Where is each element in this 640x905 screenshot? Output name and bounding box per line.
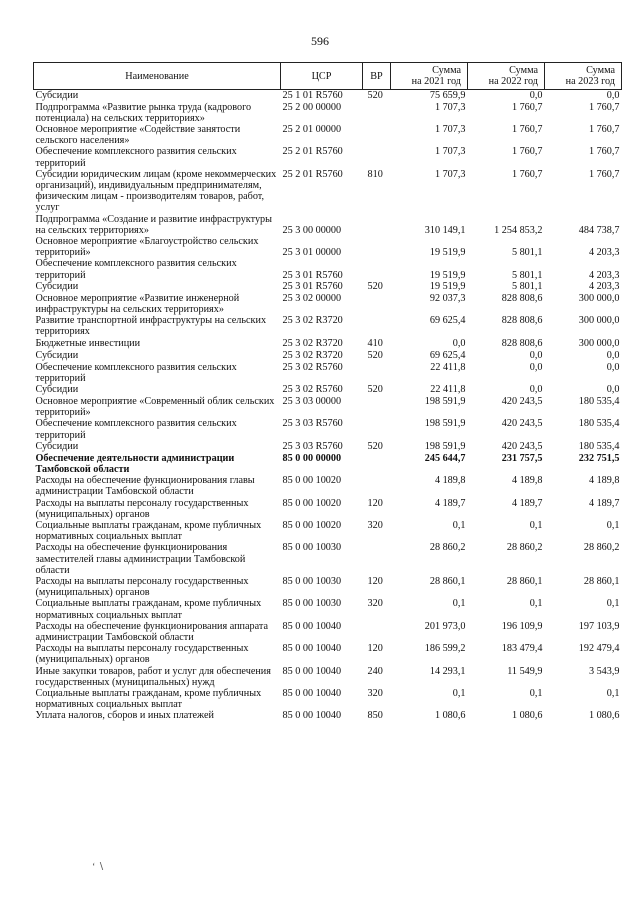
table-row: [34, 542, 622, 576]
row-sum-2022: 828 808,6: [501, 315, 543, 327]
row-csr: 25 2 00 00000: [282, 101, 342, 113]
table-row: [34, 281, 622, 293]
row-csr: 25 3 02 R3720: [282, 315, 343, 327]
table-row: [34, 315, 622, 337]
row-csr: 25 3 01 R5760: [282, 269, 343, 281]
row-sum-2021: 92 037,3: [429, 292, 466, 304]
row-name: Расходы на выплаты персоналу государственных (муниципальных) органов: [35, 576, 249, 599]
table-body: [34, 90, 622, 723]
row-sum-2023: 0,1: [606, 688, 620, 700]
row-csr: 25 3 01 R5760: [282, 280, 343, 292]
table-row: [34, 258, 622, 280]
row-vr: 520: [367, 440, 383, 452]
table-row: [34, 293, 622, 315]
row-csr: 85 0 00 00000: [282, 452, 342, 464]
row-vr: 320: [367, 688, 383, 700]
row-csr: 25 3 02 R5760: [282, 361, 343, 373]
table-row: [34, 643, 622, 665]
row-csr: 25 3 02 R5760: [282, 383, 343, 395]
table-row: [34, 441, 622, 453]
row-sum-2023: 0,0: [606, 383, 620, 395]
row-csr: 25 3 03 R5760: [282, 440, 343, 452]
row-sum-2021: 14 293,1: [429, 665, 466, 677]
row-sum-2021: 19 519,9: [429, 280, 466, 292]
row-vr: 520: [367, 90, 383, 101]
row-sum-2021: 28 860,2: [429, 542, 466, 554]
table-row: [34, 621, 622, 643]
row-sum-2022: 0,1: [529, 688, 543, 700]
header-csr: ЦСР: [281, 63, 363, 90]
row-name: Социальные выплаты гражданам, кроме публичных нормативных социальных выплат: [35, 520, 262, 543]
table-row: [34, 688, 622, 710]
row-sum-2023: 28 860,1: [583, 576, 620, 588]
row-csr: 25 1 01 R5760: [282, 90, 343, 101]
row-sum-2021: 198 591,9: [424, 395, 466, 407]
row-sum-2022: 5 801,1: [511, 247, 543, 259]
row-name: Основное мероприятие «Развитие инженерной инфраструктуры на сельских территориях»: [35, 292, 240, 315]
row-name: Расходы на выплаты персоналу государственных (муниципальных) органов: [35, 497, 249, 520]
row-vr: 120: [367, 497, 383, 509]
row-sum-2022: 11 549,9: [507, 665, 543, 677]
row-sum-2021: 19 519,9: [429, 269, 466, 281]
row-sum-2022: 0,0: [529, 361, 543, 373]
row-vr: [363, 418, 391, 440]
row-sum-2022: 4 189,7: [511, 497, 543, 509]
row-name: Расходы на обеспечение функционирования аппарата администрации Тамбовской области: [35, 620, 268, 644]
row-name: Обеспечение комплексного развития сельских территорий: [35, 361, 237, 384]
table-row: [34, 102, 622, 124]
page-number: 596: [311, 34, 329, 48]
row-sum-2022: 828 808,6: [501, 337, 543, 349]
row-name: Расходы на обеспечение функционирования главы администрации Тамбовской области: [35, 475, 255, 498]
row-vr: [363, 362, 391, 384]
row-name: Подпрограмма «Развитие рынка труда (кадрового потенциала) на сельских территориях»: [35, 101, 252, 124]
row-vr: 520: [367, 280, 383, 292]
row-sum-2021: 0,1: [452, 598, 466, 610]
row-vr: 120: [367, 643, 383, 655]
row-csr: 85 0 00 10040: [282, 665, 342, 677]
row-vr: [363, 124, 391, 146]
row-sum-2023: 4 203,3: [588, 269, 620, 281]
row-vr: 320: [367, 520, 383, 531]
row-sum-2021: 1 707,3: [434, 101, 466, 113]
row-name: Подпрограмма «Создание и развитие инфраструктуры на сельских территориях»: [35, 213, 272, 236]
table-header-row: [34, 63, 622, 90]
row-vr: 520: [367, 349, 383, 361]
row-csr: 85 0 00 10020: [282, 475, 342, 487]
table-row: [34, 576, 622, 598]
row-sum-2022: 196 109,9: [501, 620, 543, 632]
table-row: [34, 520, 622, 542]
row-name: Социальные выплаты гражданам, кроме публичных нормативных социальных выплат: [35, 598, 262, 621]
row-sum-2022: 0,0: [529, 383, 543, 395]
table-row: [34, 666, 622, 688]
row-sum-2021: 22 411,8: [430, 383, 466, 395]
row-sum-2023: 1 760,7: [588, 168, 620, 180]
table-row: [34, 236, 622, 258]
row-vr: 410: [367, 337, 383, 349]
row-vr: [363, 236, 391, 258]
row-sum-2021: 0,1: [452, 520, 466, 531]
row-sum-2022: 1 760,7: [511, 168, 543, 180]
row-sum-2023: 0,0: [606, 349, 620, 361]
row-vr: [363, 542, 391, 576]
row-sum-2023: 4 189,8: [588, 475, 620, 487]
row-sum-2023: 4 203,3: [588, 280, 620, 292]
row-sum-2021: 19 519,9: [429, 247, 466, 259]
row-vr: [363, 396, 391, 418]
row-sum-2022: 0,0: [529, 349, 543, 361]
table-row: [34, 214, 622, 236]
row-sum-2021: 0,0: [452, 337, 466, 349]
row-csr: 85 0 00 10020: [282, 520, 342, 531]
row-sum-2022: 0,0: [529, 90, 543, 101]
row-name: Обеспечение комплексного развития сельских территорий: [35, 146, 237, 169]
row-sum-2021: 28 860,1: [429, 576, 466, 588]
row-sum-2022: 1 080,6: [511, 710, 543, 722]
row-vr: [363, 102, 391, 124]
table-row: [34, 146, 622, 168]
row-name: Основное мероприятие «Содействие занятости сельского населения»: [35, 123, 241, 147]
row-sum-2023: 0,0: [606, 361, 620, 373]
row-name: Обеспечение комплексного развития сельских территорий: [35, 418, 237, 441]
row-sum-2023: 4 203,3: [588, 247, 620, 259]
row-name: Расходы на обеспечение функционирования заместителей главы администрации Тамбовской области: [35, 542, 246, 576]
row-sum-2023: 1 760,7: [588, 146, 620, 158]
row-csr: 25 3 03 00000: [282, 395, 342, 407]
row-sum-2023: 180 535,4: [578, 395, 620, 407]
row-sum-2022: 420 243,5: [501, 418, 543, 430]
row-sum-2022: 420 243,5: [501, 395, 543, 407]
header-vr: ВР: [363, 63, 391, 90]
row-name: Субсидии юридическим лицам (кроме некоммерческих организаций), индивидуальным предпринимателям, физическим лицам - производителям товаров, работ, услуг: [35, 168, 277, 214]
row-vr: 850: [367, 710, 383, 722]
row-sum-2022: 420 243,5: [501, 440, 543, 452]
row-vr: [363, 258, 391, 280]
row-vr: 810: [367, 168, 383, 180]
row-sum-2021: 245 644,7: [424, 452, 466, 464]
budget-table: [33, 62, 622, 722]
table-row: [34, 384, 622, 396]
table-row: [34, 169, 622, 214]
row-name: Обеспечение деятельности администрации Тамбовской области: [35, 452, 235, 475]
row-sum-2023: 180 535,4: [578, 418, 620, 430]
row-name: Основное мероприятие «Благоустройство сельских территорий»: [35, 235, 259, 259]
row-csr: 25 2 01 00000: [282, 123, 342, 135]
row-vr: [363, 146, 391, 168]
row-sum-2022: 1 760,7: [511, 123, 543, 135]
row-name: Субсидии: [35, 90, 79, 101]
table-row: [34, 598, 622, 620]
row-csr: 25 3 02 R3720: [282, 337, 343, 349]
header-sum-2023: Сумма на 2023 год: [545, 63, 622, 90]
table-row: [34, 350, 622, 362]
row-sum-2022: 4 189,8: [511, 475, 543, 487]
row-name: Основное мероприятие «Современный облик сельских территорий»: [35, 395, 275, 419]
row-sum-2023: 300 000,0: [578, 292, 620, 304]
table-row: [34, 475, 622, 497]
row-csr: 85 0 00 10030: [282, 598, 342, 610]
table-row: [34, 338, 622, 350]
row-name: Уплата налогов, сборов и иных платежей: [35, 710, 214, 722]
row-sum-2022: 1 760,7: [511, 101, 543, 113]
header-sum-2021: Сумма на 2021 год: [391, 63, 468, 90]
row-vr: 320: [367, 598, 383, 610]
row-csr: 85 0 00 10040: [282, 643, 342, 655]
row-sum-2023: 192 479,4: [578, 643, 620, 655]
row-sum-2021: 198 591,9: [424, 418, 466, 430]
table-row: [34, 418, 622, 440]
header-sum-2022: Сумма на 2022 год: [468, 63, 545, 90]
row-csr: 25 3 03 R5760: [282, 418, 343, 430]
row-vr: 520: [367, 383, 383, 395]
row-sum-2022: 183 479,4: [501, 643, 543, 655]
row-sum-2021: 22 411,8: [430, 361, 466, 373]
row-name: Обеспечение комплексного развития сельских территорий: [35, 258, 237, 281]
row-sum-2021: 1 707,3: [434, 146, 466, 158]
row-sum-2023: 0,0: [606, 90, 620, 101]
header-name: Наименование: [34, 63, 281, 90]
row-sum-2021: 4 189,7: [434, 497, 466, 509]
row-sum-2022: 0,1: [529, 598, 543, 610]
row-sum-2023: 300 000,0: [578, 337, 620, 349]
row-sum-2023: 484 738,7: [578, 224, 620, 236]
table-row: [34, 396, 622, 418]
row-sum-2023: 232 751,5: [578, 452, 620, 464]
row-sum-2023: 1 080,6: [588, 710, 620, 722]
row-sum-2021: 69 625,4: [429, 349, 466, 361]
row-sum-2022: 1 254 853,2: [494, 224, 543, 236]
margin-mark: ‘ ∖: [92, 862, 105, 873]
row-vr: 120: [367, 576, 383, 588]
row-sum-2022: 231 757,5: [501, 452, 543, 464]
row-csr: 85 0 00 10040: [282, 688, 342, 700]
row-sum-2022: 0,1: [529, 520, 543, 531]
row-csr: 25 3 02 00000: [282, 292, 342, 304]
row-vr: [363, 315, 391, 337]
row-sum-2021: 310 149,1: [424, 224, 466, 236]
row-csr: 25 3 00 00000: [282, 224, 342, 236]
row-vr: [363, 621, 391, 643]
row-sum-2023: 0,1: [606, 598, 620, 610]
row-sum-2021: 1 080,6: [434, 710, 466, 722]
row-name: Субсидии: [35, 440, 79, 452]
row-sum-2021: 4 189,8: [434, 475, 466, 487]
row-sum-2021: 0,1: [452, 688, 466, 700]
row-sum-2023: 3 543,9: [588, 665, 620, 677]
row-vr: [363, 475, 391, 497]
row-sum-2022: 5 801,1: [511, 269, 543, 281]
row-name: Социальные выплаты гражданам, кроме публичных нормативных социальных выплат: [35, 688, 262, 711]
row-name: Бюджетные инвестиции: [35, 337, 141, 349]
row-sum-2023: 4 189,7: [588, 497, 620, 509]
table-row: [34, 710, 622, 722]
row-csr: 25 2 01 R5760: [282, 168, 343, 180]
row-sum-2022: 1 760,7: [511, 146, 543, 158]
row-sum-2023: 1 760,7: [588, 101, 620, 113]
row-sum-2021: 1 707,3: [434, 123, 466, 135]
table-row: [34, 362, 622, 384]
row-sum-2021: 75 659,9: [429, 90, 466, 101]
table-row: [34, 498, 622, 520]
row-name: Субсидии: [35, 383, 79, 395]
row-sum-2023: 0,1: [606, 520, 620, 531]
row-csr: 85 0 00 10040: [282, 710, 342, 722]
row-csr: 85 0 00 10040: [282, 620, 342, 632]
row-sum-2023: 300 000,0: [578, 315, 620, 327]
row-vr: [363, 293, 391, 315]
row-sum-2021: 186 599,2: [424, 643, 466, 655]
row-sum-2021: 198 591,9: [424, 440, 466, 452]
table-row: [34, 90, 622, 102]
table-row: [34, 124, 622, 146]
row-name: Расходы на выплаты персоналу государственных (муниципальных) органов: [35, 643, 249, 666]
row-name: Субсидии: [35, 280, 79, 292]
row-sum-2022: 828 808,6: [501, 292, 543, 304]
row-sum-2021: 69 625,4: [429, 315, 466, 327]
row-csr: 25 3 01 00000: [282, 247, 342, 259]
row-csr: 25 3 02 R3720: [282, 349, 343, 361]
row-sum-2023: 197 103,9: [578, 620, 620, 632]
row-sum-2022: 5 801,1: [511, 280, 543, 292]
row-csr: 85 0 00 10030: [282, 576, 342, 588]
table-row: [34, 453, 622, 475]
row-sum-2022: 28 860,1: [506, 576, 543, 588]
row-csr: 25 2 01 R5760: [282, 146, 343, 158]
row-name: Иные закупки товаров, работ и услуг для обеспечения государственных (муниципальных) нужд: [35, 665, 271, 688]
row-csr: 85 0 00 10020: [282, 497, 342, 509]
row-sum-2023: 28 860,2: [583, 542, 620, 554]
row-sum-2023: 1 760,7: [588, 123, 620, 135]
row-sum-2023: 180 535,4: [578, 440, 620, 452]
row-sum-2022: 28 860,2: [506, 542, 543, 554]
row-vr: 240: [367, 665, 383, 677]
row-sum-2021: 201 973,0: [424, 620, 466, 632]
row-vr: [363, 214, 391, 236]
row-csr: 85 0 00 10030: [282, 542, 342, 554]
row-name: Развитие транспортной инфраструктуры на сельских территориях: [35, 315, 267, 338]
row-sum-2021: 1 707,3: [434, 168, 466, 180]
row-vr: [363, 453, 391, 475]
row-name: Субсидии: [35, 349, 79, 361]
